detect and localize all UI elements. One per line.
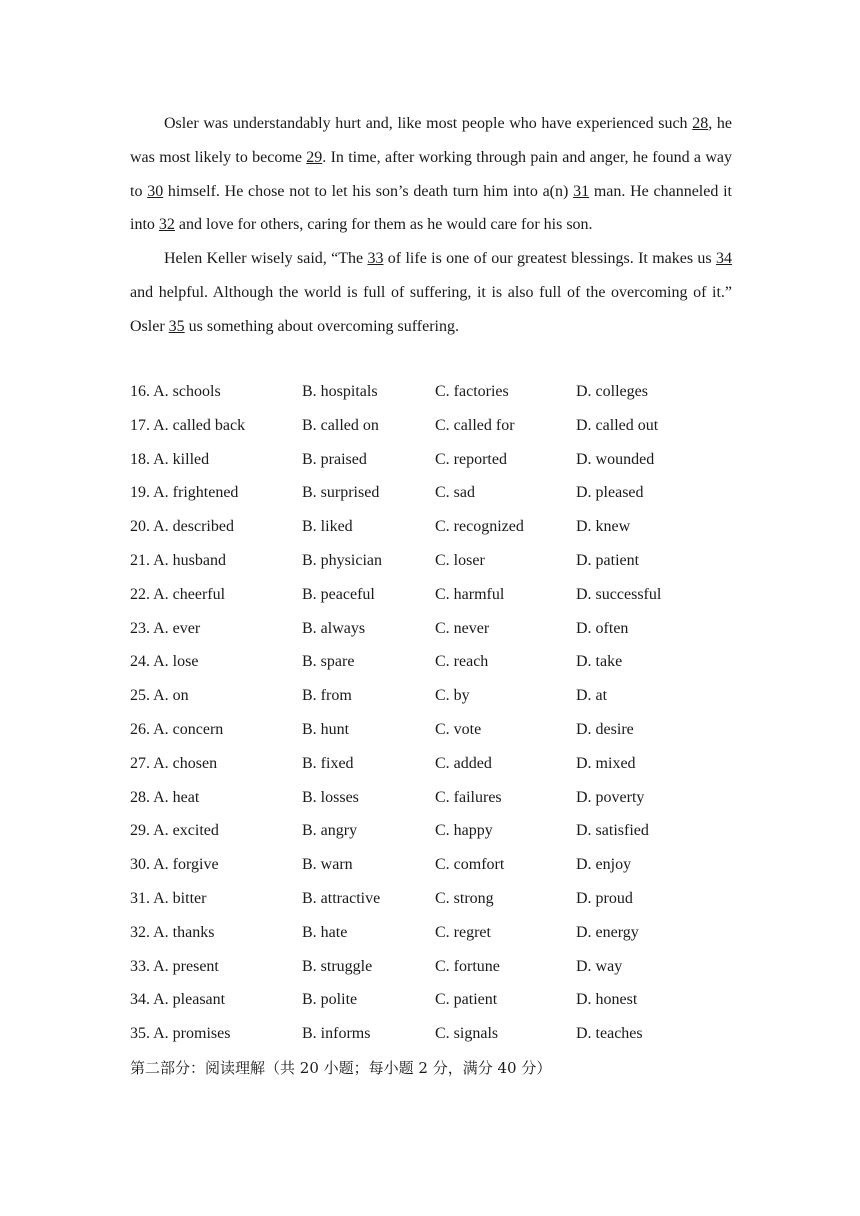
option-a: 21. A. husband bbox=[130, 551, 226, 569]
option-d: D. wounded bbox=[576, 450, 655, 468]
option-b: B. liked bbox=[302, 518, 353, 536]
question-row bbox=[130, 612, 750, 646]
option-b: B. angry bbox=[302, 822, 358, 840]
option-c: C. never bbox=[435, 619, 490, 637]
option-a: 16. A. schools bbox=[130, 383, 221, 400]
option-b: B. surprised bbox=[302, 484, 380, 502]
question-row bbox=[130, 916, 750, 950]
option-c: C. regret bbox=[435, 923, 491, 941]
option-d: D. successful bbox=[576, 585, 662, 603]
option-d: D. mixed bbox=[576, 754, 636, 772]
option-a: 19. A. frightened bbox=[130, 484, 239, 502]
option-a: 31. A. bitter bbox=[130, 889, 207, 907]
option-d: D. honest bbox=[576, 991, 638, 1009]
question-row bbox=[130, 578, 750, 612]
question-row bbox=[130, 544, 750, 578]
option-a: 26. A. concern bbox=[130, 720, 224, 738]
option-c: C. sad bbox=[435, 484, 475, 502]
option-b: B. polite bbox=[302, 991, 358, 1009]
question-row bbox=[130, 848, 750, 882]
option-d: D. teaches bbox=[576, 1025, 643, 1043]
option-c: C. strong bbox=[435, 889, 494, 907]
option-c: C. fortune bbox=[435, 957, 500, 975]
passage-text: Osler was understandably hurt and, like most people who have experienced such bbox=[164, 115, 693, 132]
question-row bbox=[130, 375, 750, 409]
question-row bbox=[130, 476, 750, 510]
option-b: B. praised bbox=[302, 450, 367, 468]
question-row bbox=[130, 443, 750, 477]
option-c: C. factories bbox=[435, 383, 509, 400]
option-b: B. spare bbox=[302, 653, 355, 671]
option-b: B. attractive bbox=[302, 889, 381, 907]
option-b: B. called on bbox=[302, 416, 379, 434]
blank-number: 34 bbox=[716, 250, 733, 268]
option-b: B. physician bbox=[302, 551, 382, 569]
option-b: B. fixed bbox=[302, 754, 354, 772]
option-a: 22. A. cheerful bbox=[130, 585, 226, 603]
question-row bbox=[130, 1017, 750, 1051]
question-row bbox=[130, 983, 750, 1017]
passage-text: himself. He chose not to let his son’s death turn him into a(n) bbox=[163, 182, 574, 200]
blank-number: 29 bbox=[306, 148, 323, 166]
blank-number: 35 bbox=[168, 317, 185, 335]
question-row bbox=[130, 882, 750, 916]
paragraph-osler bbox=[130, 107, 732, 242]
passage-text: and helpful. Although the world is full of suffering, it is also full of the overcoming of it.” Osler bbox=[130, 283, 732, 335]
question-row bbox=[130, 409, 750, 443]
option-a: 27. A. chosen bbox=[130, 754, 218, 772]
option-d: D. energy bbox=[576, 923, 639, 941]
option-c: C. happy bbox=[435, 822, 493, 840]
paragraph-helen-keller bbox=[130, 242, 732, 343]
option-d: D. proud bbox=[576, 889, 633, 907]
option-a: 33. A. present bbox=[130, 957, 219, 975]
option-d: D. knew bbox=[576, 518, 631, 536]
option-a: 30. A. forgive bbox=[130, 856, 219, 874]
option-d: D. patient bbox=[576, 551, 640, 569]
option-c: C. signals bbox=[435, 1025, 499, 1043]
option-d: D. enjoy bbox=[576, 856, 632, 874]
question-row bbox=[130, 747, 750, 781]
section-heading: 第二部分：阅读理解（共 20 小题；每小题 2 分，满分 40 分） bbox=[130, 1059, 552, 1077]
question-row bbox=[130, 645, 750, 679]
option-a: 24. A. lose bbox=[130, 653, 199, 671]
option-b: B. struggle bbox=[302, 957, 373, 975]
option-b: B. hunt bbox=[302, 720, 350, 738]
option-a: 25. A. on bbox=[130, 687, 189, 705]
option-c: C. harmful bbox=[435, 585, 505, 603]
option-c: C. failures bbox=[435, 788, 502, 806]
option-b: B. peaceful bbox=[302, 585, 375, 603]
option-a: 29. A. excited bbox=[130, 822, 219, 840]
option-c: C. reported bbox=[435, 450, 507, 468]
question-row bbox=[130, 950, 750, 984]
passage bbox=[130, 107, 732, 344]
option-c: C. reach bbox=[435, 653, 489, 671]
option-b: B. warn bbox=[302, 856, 353, 874]
question-row bbox=[130, 679, 750, 713]
question-row bbox=[130, 781, 750, 815]
option-c: C. recognized bbox=[435, 518, 524, 536]
question-row bbox=[130, 713, 750, 747]
blank-number: 30 bbox=[147, 182, 164, 200]
question-row bbox=[130, 814, 750, 848]
option-a: 18. A. killed bbox=[130, 450, 210, 468]
passage-text: man. He channeled it into bbox=[130, 182, 732, 234]
option-d: D. poverty bbox=[576, 788, 645, 806]
option-a: 17. A. called back bbox=[130, 416, 246, 434]
option-c: C. comfort bbox=[435, 856, 505, 874]
option-b: B. hospitals bbox=[302, 383, 378, 400]
option-d: D. satisfied bbox=[576, 822, 649, 840]
passage-text: and love for others, caring for them as he would care for his son. bbox=[174, 216, 593, 234]
option-b: B. losses bbox=[302, 788, 359, 806]
option-d: D. take bbox=[576, 653, 623, 671]
option-d: D. pleased bbox=[576, 484, 644, 502]
option-c: C. called for bbox=[435, 416, 515, 434]
option-d: D. way bbox=[576, 957, 623, 975]
option-b: B. from bbox=[302, 687, 352, 705]
option-d: D. colleges bbox=[576, 383, 648, 400]
option-c: C. loser bbox=[435, 551, 485, 569]
option-c: C. added bbox=[435, 754, 492, 772]
blank-number: 28 bbox=[692, 115, 709, 132]
option-b: B. informs bbox=[302, 1025, 371, 1043]
option-d: D. often bbox=[576, 619, 629, 637]
option-d: D. called out bbox=[576, 416, 659, 434]
option-c: C. patient bbox=[435, 991, 498, 1009]
option-d: D. at bbox=[576, 687, 608, 705]
passage-text: . In time, after working through pain and anger, he found a way to bbox=[130, 148, 732, 200]
option-a: 35. A. promises bbox=[130, 1025, 231, 1043]
blank-number: 33 bbox=[367, 250, 384, 268]
option-a: 23. A. ever bbox=[130, 619, 201, 637]
option-b: B. hate bbox=[302, 923, 348, 941]
passage-text: , he was most likely to become bbox=[130, 115, 732, 166]
passage-text: of life is one of our greatest blessings. It makes us bbox=[383, 250, 717, 268]
passage-text: us something about overcoming suffering. bbox=[184, 317, 459, 335]
options-list bbox=[130, 375, 750, 1051]
blank-number: 32 bbox=[158, 216, 175, 234]
option-a: 32. A. thanks bbox=[130, 923, 215, 941]
option-a: 20. A. described bbox=[130, 518, 234, 536]
option-a: 28. A. heat bbox=[130, 788, 200, 806]
question-row bbox=[130, 510, 750, 544]
option-c: C. vote bbox=[435, 720, 482, 738]
option-a: 34. A. pleasant bbox=[130, 991, 226, 1009]
blank-number: 31 bbox=[573, 182, 590, 200]
option-c: C. by bbox=[435, 687, 470, 705]
passage-text: Helen Keller wisely said, “The bbox=[164, 250, 368, 268]
option-d: D. desire bbox=[576, 720, 634, 738]
option-b: B. always bbox=[302, 619, 366, 637]
